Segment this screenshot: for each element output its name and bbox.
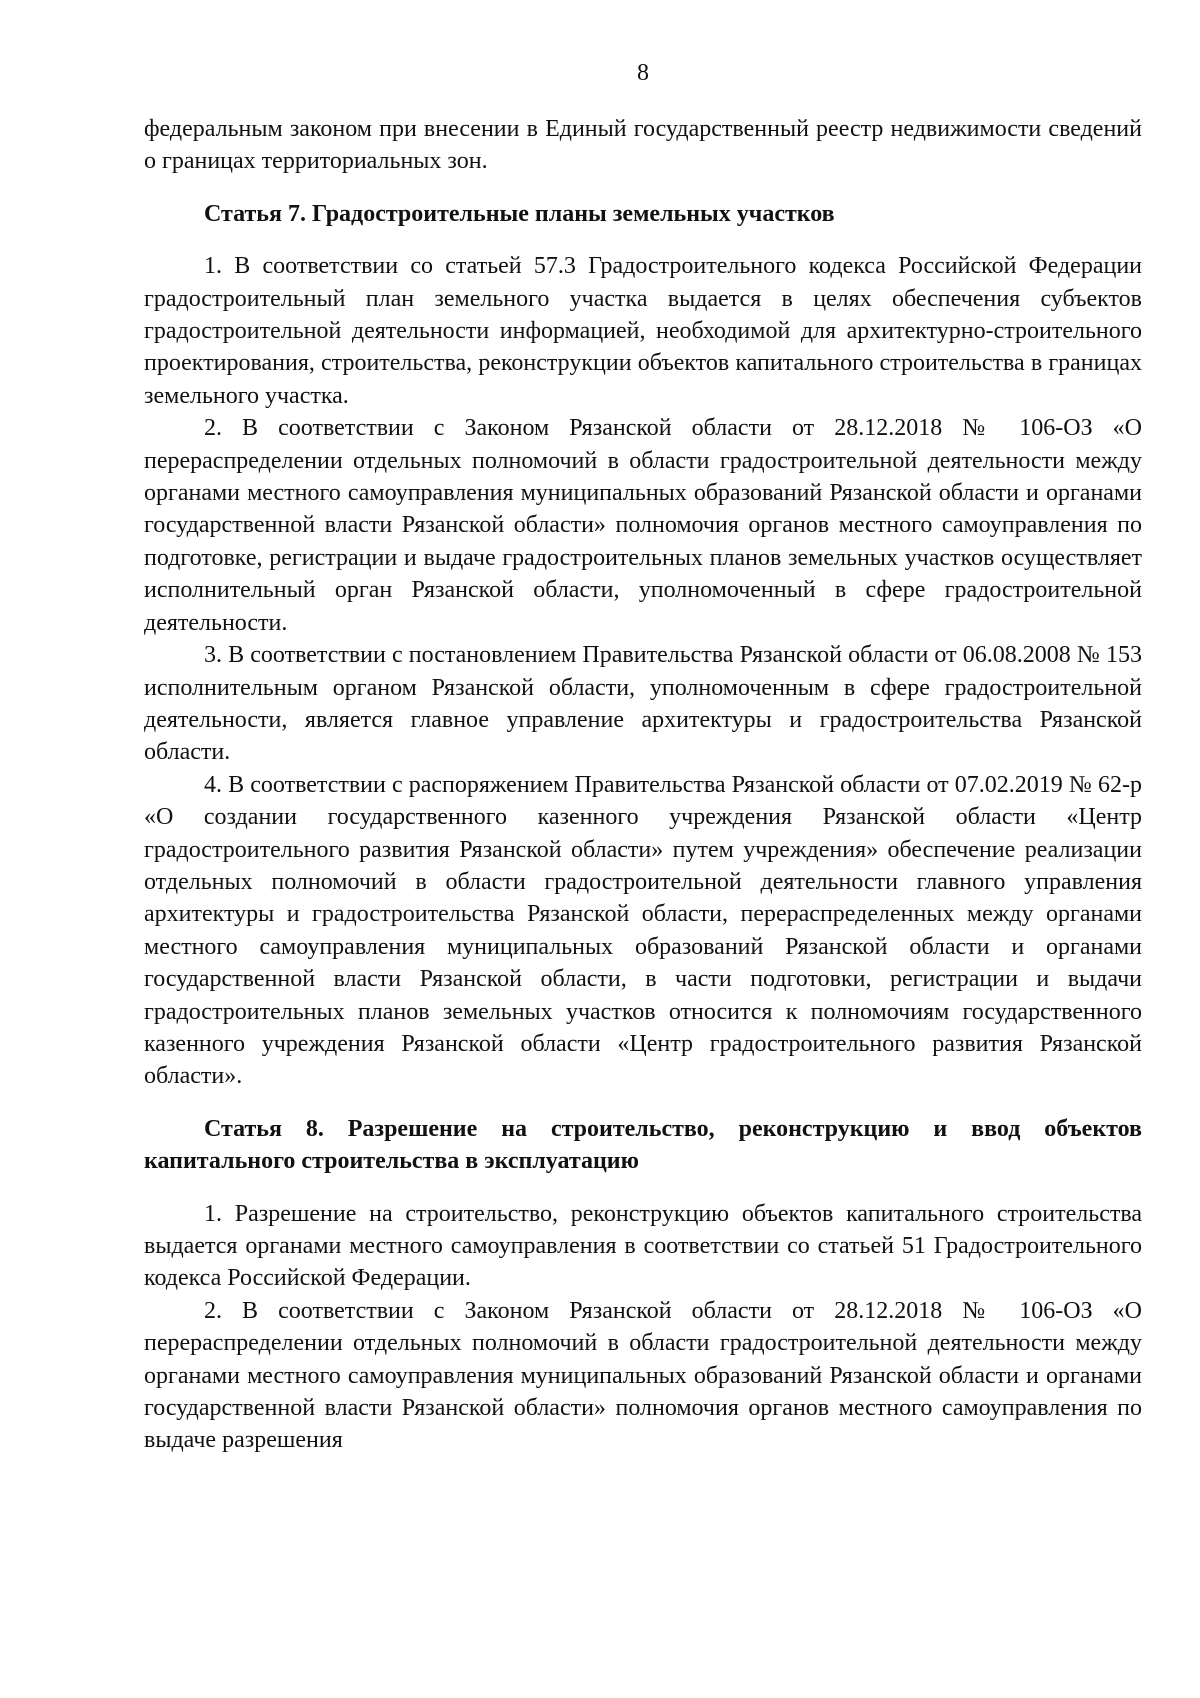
paragraph-continuation: федеральным законом при внесении в Единый государственный реестр недвижимости сведений о границах территориальных зон. — [144, 116, 1142, 175]
page-number: 8 — [637, 60, 649, 86]
article-7-heading: Статья 7. Градостроительные планы земельных участков — [204, 200, 835, 227]
article-7-item-3: 3. В соответствии с постановлением Правительства Рязанской области от 06.08.2008 № 153 исполнительным органом Рязанской области, уполномоченным в сфере градостроительной деятельности, является главное управление архитектуры и градостроительства Рязанской области. — [144, 642, 1142, 766]
article-8-heading: Статья 8. Разрешение на строительство, реконструкцию и ввод объектов капитального строительства в эксплуатацию — [144, 1115, 1142, 1175]
article-8-item-2: 2. В соответствии с Законом Рязанской области от 28.12.2018 № 106-ОЗ «О перераспределении отдельных полномочий в области градостроительной деятельности между органами местного самоуправления муниципальных образований Рязанской области и органами государственной власти Рязанской области» полномочия органов местного самоуправления по выдаче разрешения — [144, 1297, 1142, 1454]
article-7-item-4: 4. В соответствии с распоряжением Правительства Рязанской области от 07.02.2019 № 62-р «О создании государственного казенного учреждения Рязанской области «Центр градостроительного развития Рязанской области» путем учреждения» обеспечение реализации отдельных полномочий в области градостроительной деятельности главного управления архитектуры и градостроительства Рязанской области, перераспределенных между органами местного самоуправления муниципальных образований Рязанской области и органами государственной власти Рязанской области, в части подготовки, регистрации и выдачи градостроительных планов земельных участков относится к полномочиям государственного казенного учреждения Рязанской области «Центр градостроительного развития Рязанской области». — [144, 771, 1142, 1090]
article-7-item-2: 2. В соответствии с Законом Рязанской области от 28.12.2018 № 106-ОЗ «О перераспределении отдельных полномочий в области градостроительной деятельности между органами местного самоуправления муниципальных образований Рязанской области и органами государственной власти Рязанской области» полномочия органов местного самоуправления по подготовке, регистрации и выдаче градостроительных планов земельных участков осуществляет исполнительный орган Рязанской области, уполномоченный в сфере градостроительной деятельности. — [144, 415, 1142, 636]
article-8-item-1: 1. Разрешение на строительство, реконструкцию объектов капитального строительства выдается органами местного самоуправления в соответствии со статьей 51 Градостроительного кодекса Российской Федерации. — [144, 1200, 1142, 1292]
document-body — [144, 113, 1142, 1457]
article-7-item-1: 1. В соответствии со статьей 57.3 Градостроительного кодекса Российской Федерации градостроительный план земельного участка выдается в целях обеспечения субъектов градостроительной деятельности информацией, необходимой для архитектурно-строительного проектирования, строительства, реконструкции объектов капитального строительства в границах земельного участка. — [144, 253, 1142, 409]
